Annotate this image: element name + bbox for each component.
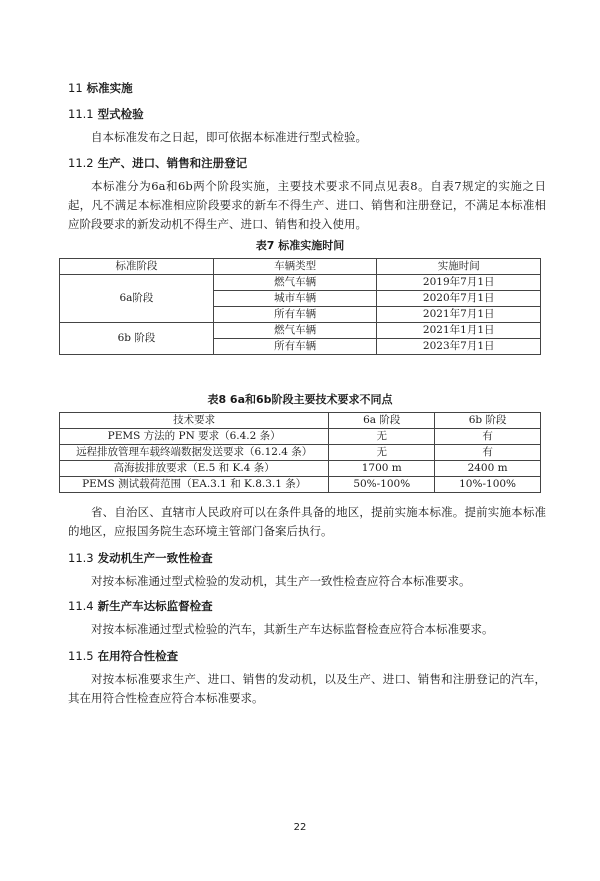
section-11-3-text: 对按本标准通过型式检验的发动机，其生产一致性检查应符合本标准要求。 bbox=[91, 574, 471, 588]
table7-vehicle-cell: 燃气车辆 bbox=[213, 275, 377, 291]
table7-header-cell: 车辆类型 bbox=[213, 259, 377, 275]
table7-date-cell: 2021年1月1日 bbox=[377, 323, 541, 339]
table7-caption: 表7 标准实施时间 bbox=[255, 239, 345, 252]
table7-header-row bbox=[60, 259, 541, 275]
section-11-5-text: 对按本标准要求生产、进口、销售的发动机，以及生产、进口、销售和注册登记的汽车，其在用符合性检查应符合本标准要求。 bbox=[68, 672, 546, 705]
section-11-5-heading: 11.5 在用符合性检查 bbox=[68, 649, 179, 663]
section-11-heading: 11 标准实施 bbox=[68, 81, 133, 95]
table-row bbox=[60, 323, 541, 339]
section-11-2-heading: 11.2 生产、进口、销售和注册登记 bbox=[68, 156, 248, 170]
table8-6b-cell: 有 bbox=[435, 445, 541, 461]
table7-header-cell: 标准阶段 bbox=[60, 259, 214, 275]
table8-note: 省、自治区、直辖市人民政府可以在条件具备的地区，提前实施本标准。提前实施本标准的地区，应报国务院生态环境主管部门备案后执行。 bbox=[68, 505, 546, 538]
table-row bbox=[60, 461, 541, 477]
section-11-2-text: 本标准分为6a和6b两个阶段实施，主要技术要求不同点见表8。自表7规定的实施之日起，凡不满足本标准相应阶段要求的新车不得生产、进口、销售和注册登记，不满足本标准相应阶段要求的新发动机不得生产、进口、销售和投入使用。 bbox=[68, 179, 546, 231]
table8-6a-cell: 无 bbox=[329, 429, 435, 445]
table8-6a-cell: 50%-100% bbox=[329, 477, 435, 493]
table8 bbox=[59, 412, 541, 493]
table8-header-cell: 6a 阶段 bbox=[329, 413, 435, 429]
table8-6a-cell: 无 bbox=[329, 445, 435, 461]
table7-stage-cell: 6b 阶段 bbox=[60, 323, 214, 355]
table8-header-row bbox=[60, 413, 541, 429]
table7-date-cell: 2020年7月1日 bbox=[377, 291, 541, 307]
table8-requirement-cell: 高海拔排放要求（E.5 和 K.4 条） bbox=[60, 461, 329, 477]
table8-6b-cell: 2400 m bbox=[435, 461, 541, 477]
table7-header-cell: 实施时间 bbox=[377, 259, 541, 275]
table7-date-cell: 2019年7月1日 bbox=[377, 275, 541, 291]
section-11-4-heading: 11.4 新生产车达标监督检查 bbox=[68, 599, 213, 613]
table7-date-cell: 2023年7月1日 bbox=[377, 339, 541, 355]
table8-6a-cell: 1700 m bbox=[329, 461, 435, 477]
table7-vehicle-cell: 燃气车辆 bbox=[213, 323, 377, 339]
table8-requirement-cell: PEMS 方法的 PN 要求（6.4.2 条） bbox=[60, 429, 329, 445]
section-11-3-heading: 11.3 发动机生产一致性检查 bbox=[68, 551, 213, 565]
section-11-1-text: 自本标准发布之日起，即可依据本标准进行型式检验。 bbox=[91, 130, 367, 144]
table8-requirement-cell: 远程排放管理车载终端数据发送要求（6.12.4 条） bbox=[60, 445, 329, 461]
table8-caption: 表8 6a和6b阶段主要技术要求不同点 bbox=[207, 393, 393, 406]
table7-stage-cell: 6a阶段 bbox=[60, 275, 214, 323]
table8-header-cell: 技术要求 bbox=[60, 413, 329, 429]
section-11-1-heading: 11.1 型式检验 bbox=[68, 107, 144, 121]
table8-6b-cell: 有 bbox=[435, 429, 541, 445]
table-row bbox=[60, 445, 541, 461]
table7-vehicle-cell: 所有车辆 bbox=[213, 307, 377, 323]
table7-date-cell: 2021年7月1日 bbox=[377, 307, 541, 323]
table-row bbox=[60, 477, 541, 493]
table7-vehicle-cell: 城市车辆 bbox=[213, 291, 377, 307]
table8-requirement-cell: PEMS 测试载荷范围（EA.3.1 和 K.8.3.1 条） bbox=[60, 477, 329, 493]
table-row bbox=[60, 275, 541, 291]
table7 bbox=[59, 258, 541, 355]
table7-vehicle-cell: 所有车辆 bbox=[213, 339, 377, 355]
table8-header-cell: 6b 阶段 bbox=[435, 413, 541, 429]
page-number: 22 bbox=[293, 822, 307, 833]
table-row bbox=[60, 429, 541, 445]
section-11-4-text: 对按本标准通过型式检验的汽车，其新生产车达标监督检查应符合本标准要求。 bbox=[91, 622, 494, 636]
table8-6b-cell: 10%-100% bbox=[435, 477, 541, 493]
